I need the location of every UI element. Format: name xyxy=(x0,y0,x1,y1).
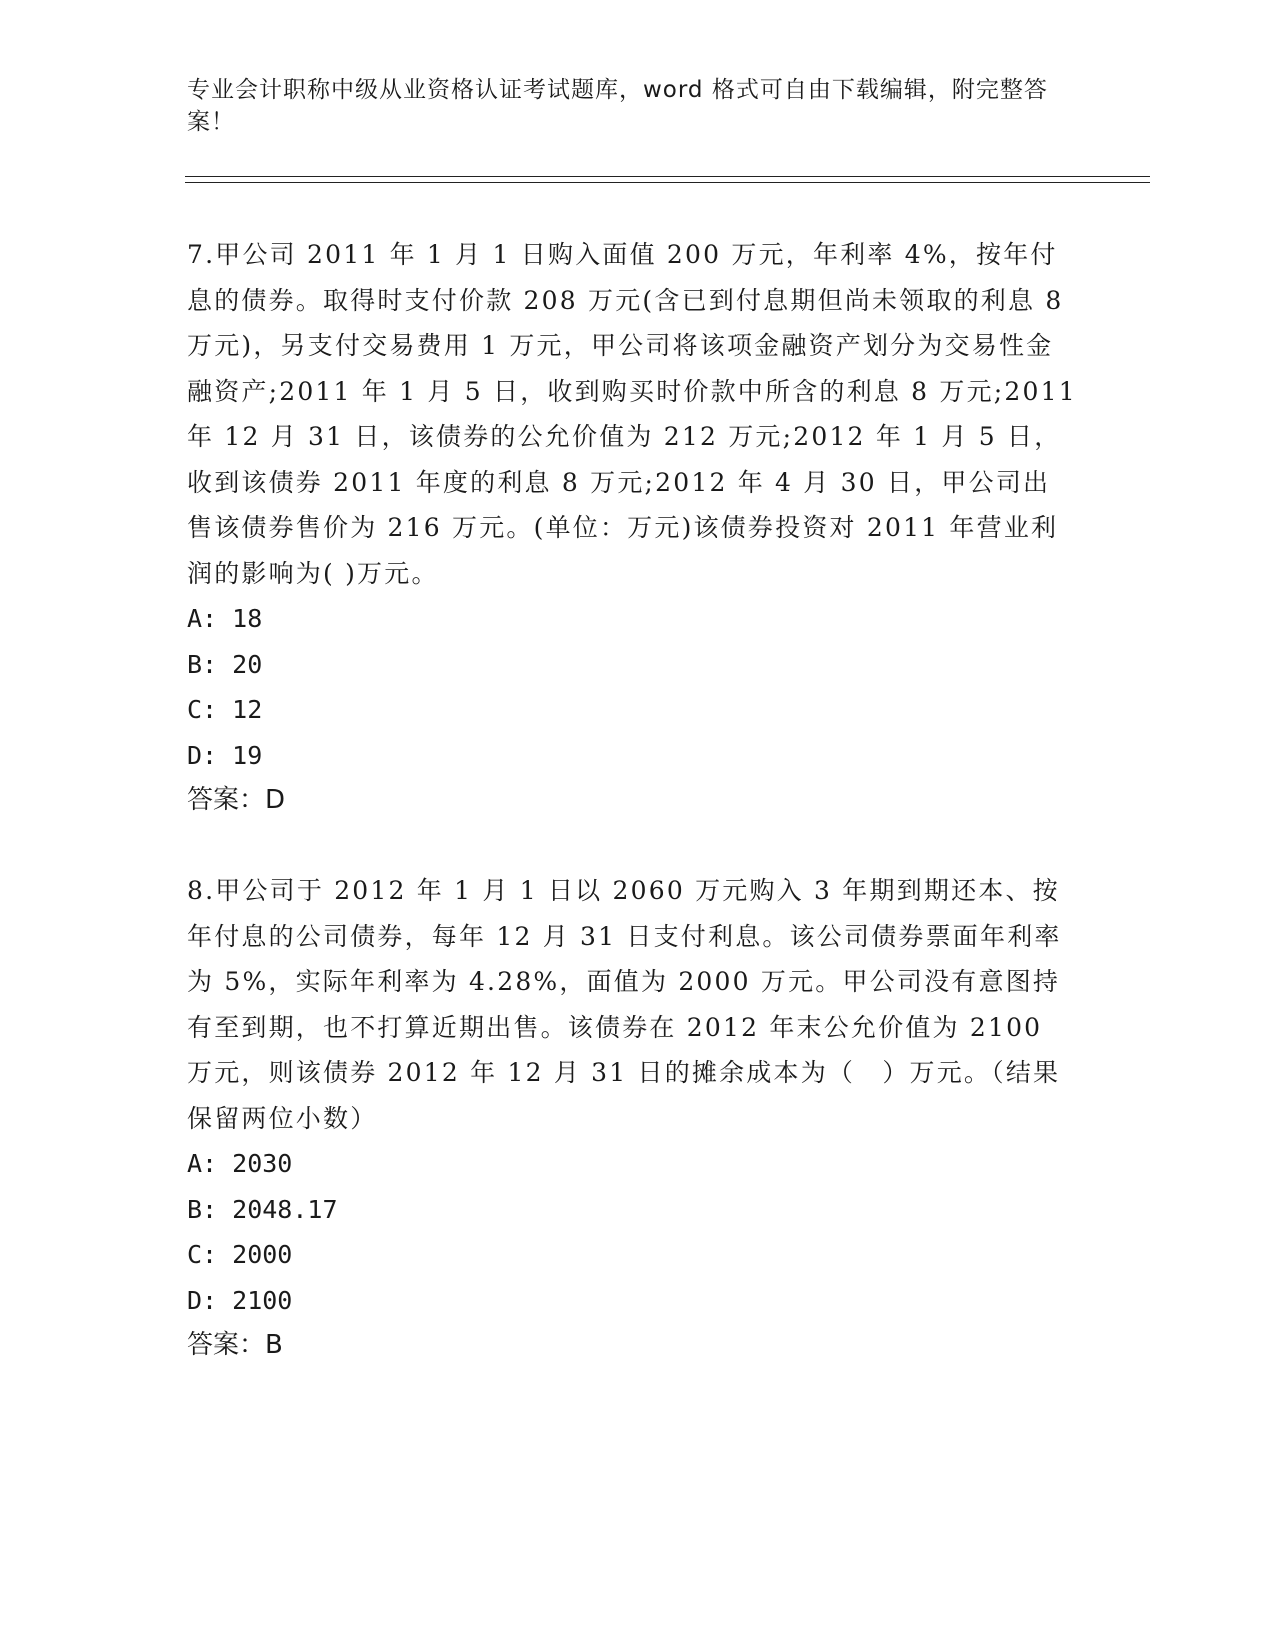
answer: 答案：D xyxy=(187,785,286,815)
question-stem: 8.甲公司于 2012 年 1 月 1 日以 2060 万元购入 3 年期到期还本、按年付息的公司债券，每年 12 月 31 日支付利息。该公司债券票面年利率为 5%，实际年利率为 4.28%，面值为 2000 万元。甲公司没有意图持有至到期，也不打算近期出售。该债券在 2012 年末公允价值为 2100 万元，则该债券 2012 年 12 月 31 日的摊余成本为（ ）万元。（结果保留两位小数） xyxy=(187,876,1062,1133)
question-8 xyxy=(187,868,1077,1368)
answer: 答案：B xyxy=(187,1330,283,1360)
question-stem: 7.甲公司 2011 年 1 月 1 日购入面值 200 万元，年利率 4%，按年付息的债券。取得时支付价款 208 万元(含已到付息期但尚未领取的利息 8 万元)，另支付交易费用 1 万元，甲公司将该项金融资产划分为交易性金融资产;2011 年 1 月 5 日，收到购买时价款中所含的利息 8 万元;2011 年 12 月 31 日，该债券的公允价值为 212 万元;2012 年 1 月 5 日，收到该债券 2011 年度的利息 8 万元;2012 年 4 月 30 日，甲公司出售该债券售价为 216 万元。(单位：万元)该债券投资对 2011 年营业利润的影响为( )万元。 xyxy=(187,240,1077,588)
option-d: D: 19 xyxy=(187,740,263,770)
option-a: A: 2030 xyxy=(187,1149,293,1178)
option-c: C: 2000 xyxy=(187,1240,293,1269)
header-divider-bottom xyxy=(185,182,1150,183)
option-a: A: 18 xyxy=(187,604,263,633)
document-header: 专业会计职称中级从业资格认证考试题库，word 格式可自由下载编辑，附完整答案！ xyxy=(187,77,1048,135)
option-c: C: 12 xyxy=(187,695,263,724)
option-b: B: 2048.17 xyxy=(187,1194,338,1224)
option-b: B: 20 xyxy=(187,649,263,679)
option-d: D: 2100 xyxy=(187,1285,293,1315)
question-7 xyxy=(187,232,1077,823)
header-divider-top xyxy=(185,176,1150,177)
